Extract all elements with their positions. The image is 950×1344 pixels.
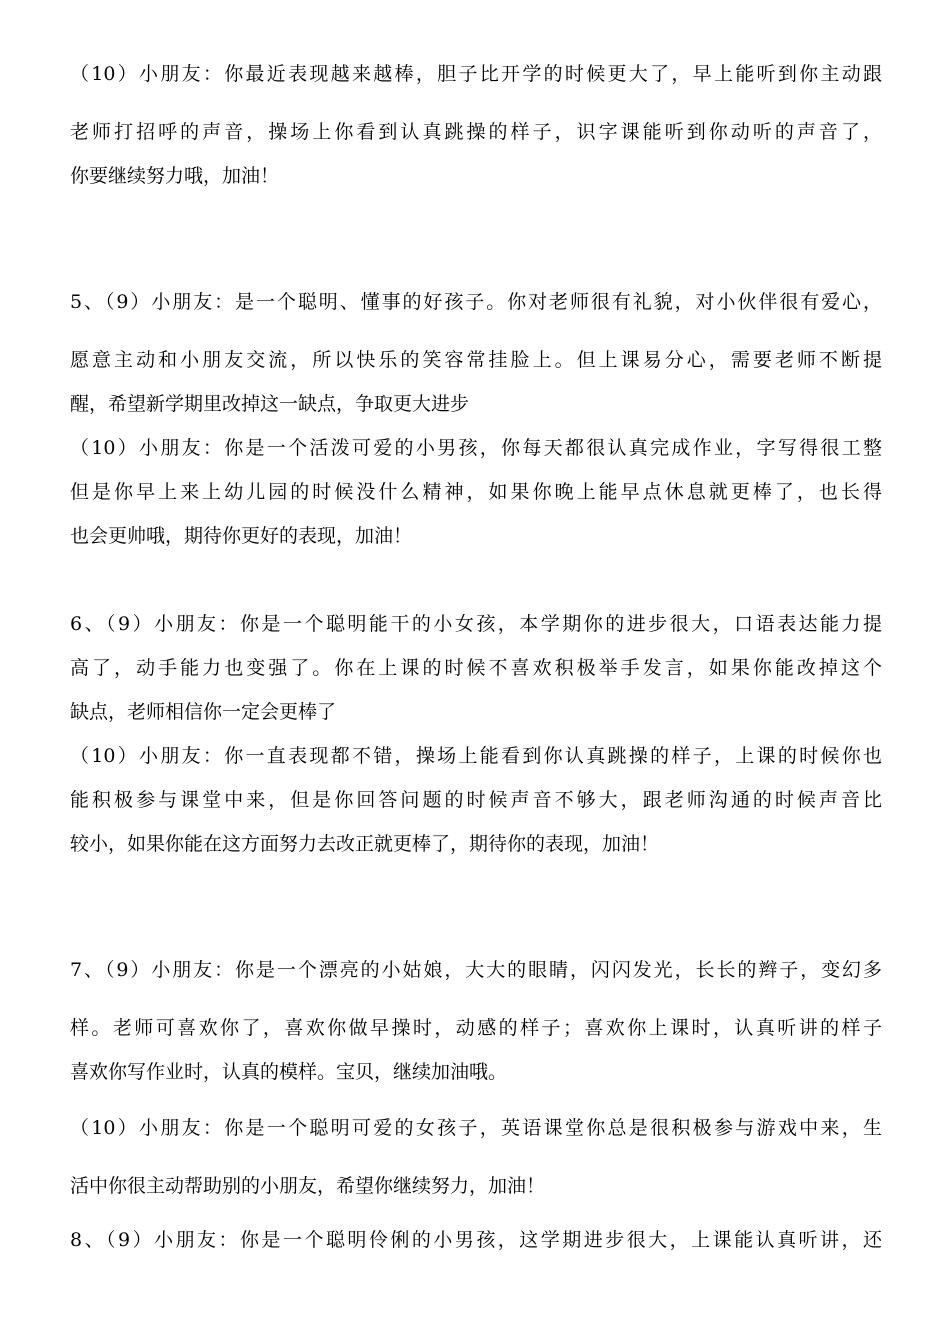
text-line: 老师打招呼的声音，操场上你看到认真跳操的样子，识字课能听到你动听的声音了， (70, 121, 882, 143)
text-line: 你要继续努力哦，加油！ (70, 165, 280, 187)
text-line: 5、（9）小朋友：是一个聪明、懂事的好孩子。你对老师很有礼貌，对小伙伴很有爱心， (70, 291, 882, 313)
text-line: 活中你很主动帮助别的小朋友，希望你继续努力，加油！ (70, 1175, 546, 1197)
text-line: 能积极参与课堂中来，但是你回答问题的时候声音不够大，跟老师沟通的时候声音比 (70, 789, 882, 811)
text-line: 样。老师可喜欢你了，喜欢你做早操时，动感的样子；喜欢你上课时，认真听讲的样子 (70, 1017, 882, 1039)
text-line: 缺点，老师相信你一定会更棒了 (70, 701, 337, 723)
text-line: 7、（9）小朋友：你是一个漂亮的小姑娘，大大的眼睛，闪闪发光，长长的辫子，变幻多 (70, 959, 882, 981)
text-line: 也会更帅哦，期待你更好的表现，加油！ (70, 525, 413, 547)
text-line: 醒，希望新学期里改掉这一缺点，争取更大进步 (70, 393, 470, 415)
text-line: 高了，动手能力也变强了。你在上课的时候不喜欢积极举手发言，如果你能改掉这个 (70, 657, 882, 679)
text-line: （10）小朋友：你是一个聪明可爱的女孩子，英语课堂你总是很积极参与游戏中来，生 (70, 1117, 882, 1139)
text-line: 8、（9）小朋友：你是一个聪明伶俐的小男孩，这学期进步很大，上课能认真听讲，还 (70, 1229, 882, 1251)
text-line: 6、（9）小朋友：你是一个聪明能干的小女孩，本学期你的进步很大，口语表达能力提 (70, 613, 882, 635)
text-line: 愿意主动和小朋友交流，所以快乐的笑容常挂脸上。但上课易分心，需要老师不断提 (70, 349, 882, 371)
text-line: （10）小朋友：你最近表现越来越棒，胆子比开学的时候更大了，早上能听到你主动跟 (70, 63, 882, 85)
text-line: 较小，如果你能在这方面努力去改正就更棒了，期待你的表现，加油！ (70, 833, 660, 855)
text-line: 喜欢你写作业时，认真的模样。宝贝，继续加油哦。 (70, 1061, 508, 1083)
text-line: （10）小朋友：你是一个活泼可爱的小男孩，你每天都很认真完成作业，字写得很工整 (70, 437, 882, 459)
text-line: 但是你早上来上幼儿园的时候没什么精神，如果你晚上能早点休息就更棒了，也长得 (70, 481, 882, 503)
text-line: （10）小朋友：你一直表现都不错，操场上能看到你认真跳操的样子，上课的时候你也 (70, 745, 882, 767)
